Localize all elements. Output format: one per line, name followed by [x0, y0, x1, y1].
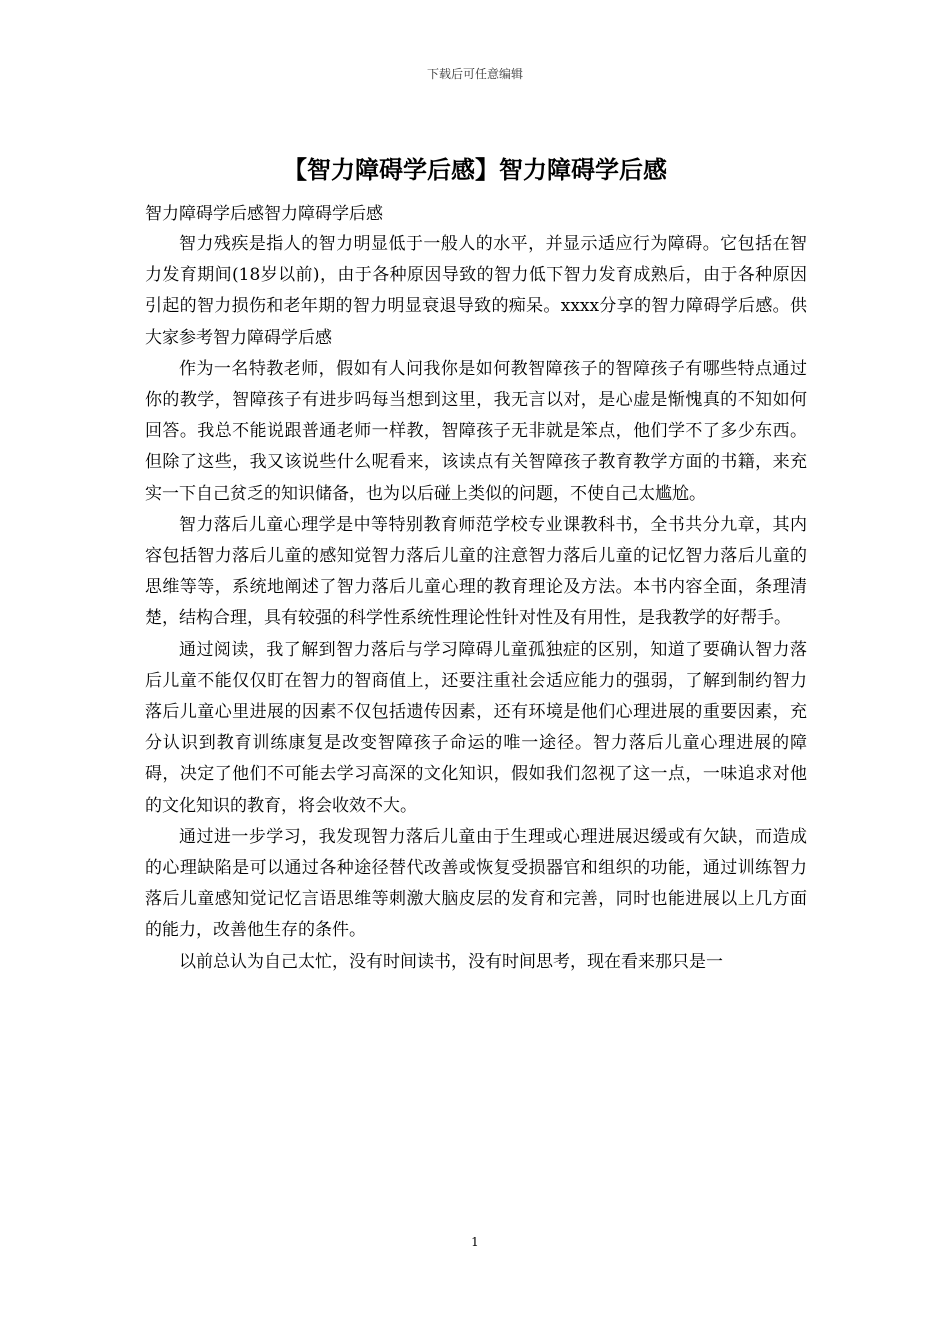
paragraph-3: 智力落后儿童心理学是中等特别教育师范学校专业课教科书，全书共分九章，其内容包括智力落后儿童的感知觉智力落后儿童的注意智力落后儿童的记忆智力落后儿童的思维等等，系统地阐述了智力落后儿童心理的教育理论及方法。本书内容全面，条理清楚，结构合理，具有较强的科学性系统性理论性针对性及有用性，是我教学的好帮手。	[145, 514, 807, 629]
page-number: 1	[471, 1235, 479, 1249]
paragraph-4: 通过阅读，我了解到智力落后与学习障碍儿童孤独症的区别，知道了要确认智力落后儿童不能仅仅盯在智力的智商值上，还要注重社会适应能力的强弱，了解到制约智力落后儿童心里进展的因素不仅包括遗传因素，还有环境是他们心理进展的重要因素，充分认识到教育训练康复是改变智障孩子命运的唯一途径。智力落后儿童心理进展的障碍，决定了他们不可能去学习高深的文化知识，假如我们忽视了这一点，一味追求对他的文化知识的教育，将会收效不大。	[145, 639, 807, 816]
paragraph-2: 作为一名特教老师，假如有人问我你是如何教智障孩子的智障孩子有哪些特点通过你的教学，智障孩子有进步吗每当想到这里，我无言以对，是心虚是惭愧真的不知如何回答。我总不能说跟普通老师一样教，智障孩子无非就是笨点，他们学不了多少东西。但除了这些，我又该说些什么呢看来，该读点有关智障孩子教育教学方面的书籍，来充实一下自己贫乏的知识储备，也为以后碰上类似的问题，不使自己太尴尬。	[145, 358, 807, 504]
paragraph-5: 通过进一步学习，我发现智力落后儿童由于生理或心理进展迟缓或有欠缺，而造成的心理缺陷是可以通过各种途径替代改善或恢复受损器官和组织的功能，通过训练智力落后儿童感知觉记忆言语思维等刺激大脑皮层的发育和完善，同时也能进展以上几方面的能力，改善他生存的条件。	[145, 826, 807, 941]
paragraph-1: 智力残疾是指人的智力明显低于一般人的水平，并显示适应行为障碍。它包括在智力发育期间(18岁以前)，由于各种原因导致的智力低下智力发育成熟后，由于各种原因引起的智力损伤和老年期的智力明显衰退导致的痴呆。xxxx分享的智力障碍学后感。供大家参考智力障碍学后感	[145, 234, 807, 348]
header-note: 下载后可任意编辑	[426, 67, 523, 81]
document-subtitle: 智力障碍学后感智力障碍学后感	[145, 204, 383, 224]
document-title: 【智力障碍学后感】智力障碍学后感	[283, 155, 667, 184]
paragraph-6: 以前总认为自己太忙，没有时间读书，没有时间思考，现在看来那只是一	[179, 951, 723, 972]
document-body	[145, 199, 807, 978]
